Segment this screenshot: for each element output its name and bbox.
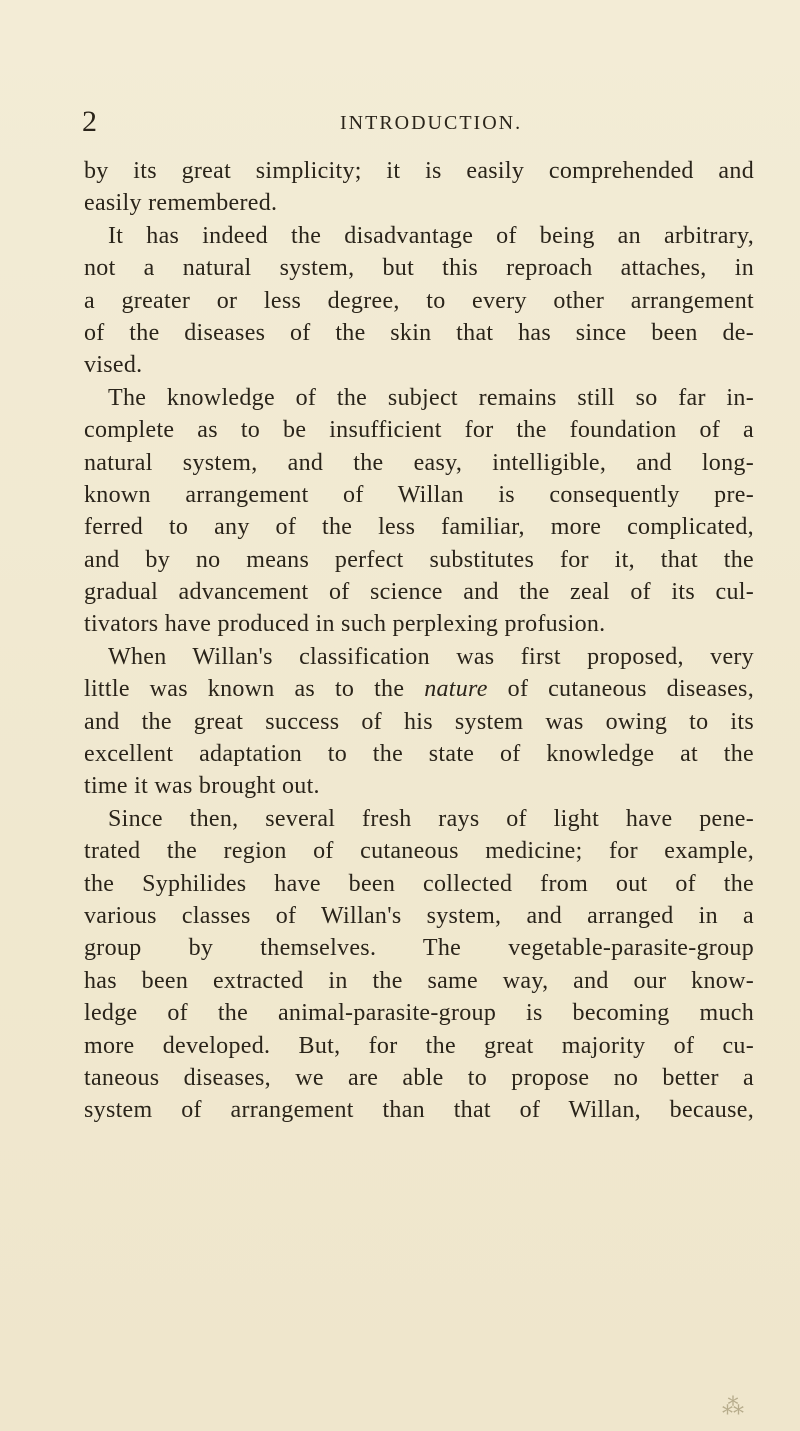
text-line: has been extracted in the same way, and our know- [84,967,754,994]
text-line: various classes of Willan's system, and arranged in a [84,902,754,929]
page-header [82,106,782,138]
text-line: The knowledge of the subject remains still so far in- [108,384,754,411]
text-line: ferred to any of the less familiar, more complicated, [84,514,754,541]
italic-word: nature [424,676,488,703]
text-line: gradual advancement of science and the zeal of its cul- [84,579,754,606]
text-line: little was known as to the nature of cutaneous diseases, [84,676,754,703]
text-line: When Willan's classification was first proposed, very [108,643,754,670]
text-line: and by no means perfect substitutes for it, that the [84,546,754,573]
text-line: ledge of the animal-parasite-group is becoming much [84,1000,754,1027]
text-line: a greater or less degree, to every other arrangement [84,287,754,314]
text-line: complete as to be insufficient for the foundation of a [84,417,754,444]
text-line: It has indeed the disadvantage of being an arbitrary, [108,222,754,249]
text-line: tivators have produced in such perplexing profusion. [84,611,606,638]
text-line: taneous diseases, we are able to propose no better a [84,1064,754,1091]
text-line: more developed. But, for the great majority of cu- [84,1032,754,1059]
text-line: vised. [84,352,143,379]
text-line: excellent adaptation to the state of knowledge at the [84,741,754,768]
text-line: natural system, and the easy, intelligible, and long- [84,449,754,476]
text-line: group by themselves. The vegetable-parasite-group [84,935,754,962]
text-line: not a natural system, but this reproach attaches, in [84,255,754,282]
text-line: trated the region of cutaneous medicine; for example, [84,838,754,865]
text-line: of the diseases of the skin that has since been de- [84,319,754,346]
ink-smudge-mark: ⁂ [722,1394,744,1419]
text-line: system of arrangement than that of Willan, because, [84,1097,754,1124]
text-line: by its great simplicity; it is easily comprehended and [84,158,754,184]
text-line: known arrangement of Willan is consequently pre- [84,481,754,508]
text-line: time it was brought out. [84,773,320,800]
text-line: easily remembered. [84,190,278,217]
page-number: 2 [82,105,97,138]
text-line: and the great success of his system was owing to its [84,708,754,735]
text-line: the Syphilides have been collected from out of the [84,870,754,897]
body-text [84,155,754,1127]
running-head: INTRODUCTION. [340,112,523,134]
text-line: Since then, several fresh rays of light have pene- [108,805,754,832]
